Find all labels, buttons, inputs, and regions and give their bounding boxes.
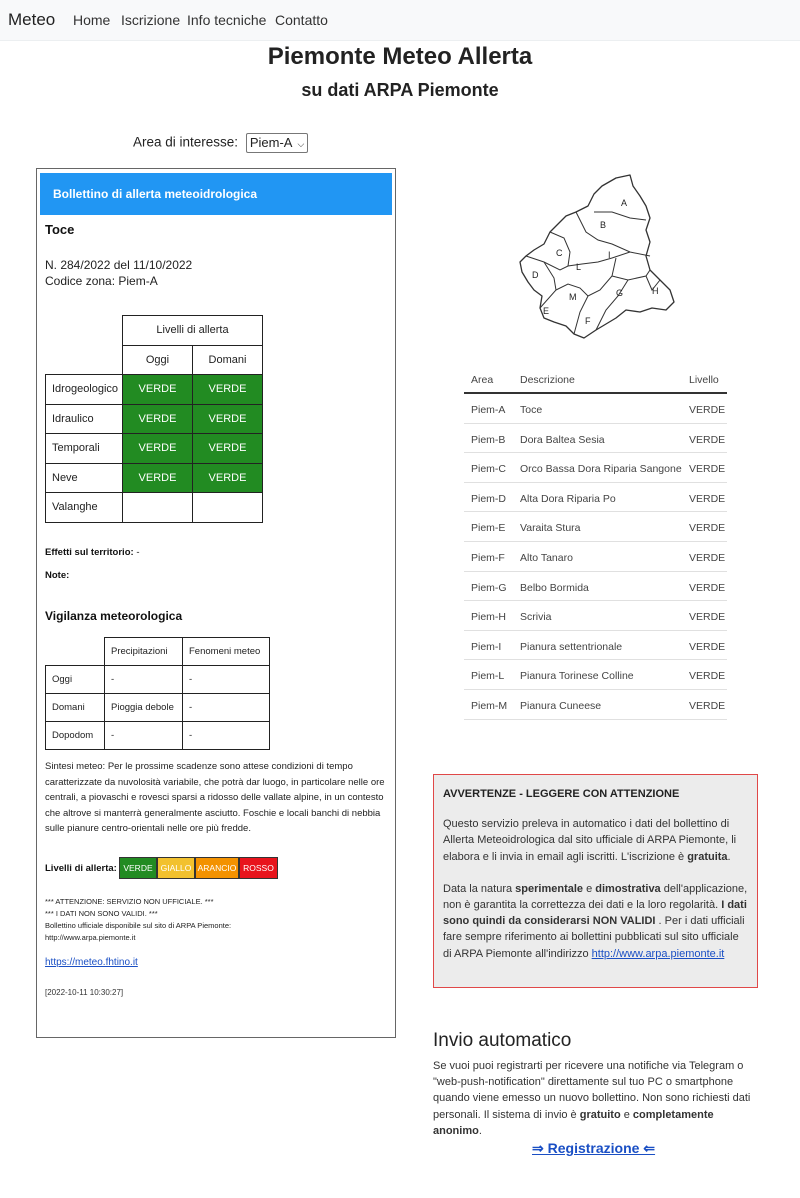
alert-cell-today: VERDE (123, 404, 193, 434)
area-code: Piem-L (471, 670, 505, 683)
alert-col-today: Oggi (123, 345, 193, 375)
area-desc: Alto Tanaro (520, 551, 573, 564)
notes-label: Note: (45, 570, 70, 581)
nav-link-info-tecniche[interactable]: Info tecniche (187, 12, 267, 28)
legend-rosso: ROSSO (239, 857, 278, 879)
area-select-value: Piem-A (249, 135, 293, 150)
invio-bold-2: completamente anonimo (433, 1108, 714, 1137)
vig-row (46, 694, 270, 722)
alert-row-label: Idraulico (46, 404, 123, 434)
area-desc: Dora Baltea Sesia (520, 433, 605, 446)
notice-p2-text-c: e (583, 882, 596, 895)
alert-row-label: Idrogeologico (46, 375, 123, 405)
alert-row-label: Neve (46, 463, 123, 493)
area-desc: Varaita Stura (520, 522, 581, 535)
areas-col-area: Area (471, 374, 494, 386)
arpa-link[interactable]: http://www.arpa.piemonte.it (591, 947, 725, 960)
notice-paragraph-2 (443, 881, 749, 962)
areas-col-desc: Descrizione (520, 374, 575, 386)
table-row (464, 453, 727, 483)
invio-text-3: . (478, 1124, 482, 1137)
nav-link-home[interactable]: Home (73, 12, 111, 28)
page-subtitle: su dati ARPA Piemonte (301, 80, 499, 100)
legend-arancio: ARANCIO (195, 857, 239, 879)
table-row (464, 601, 727, 631)
invio-text-2: e (620, 1108, 633, 1121)
vig-col-phen: Fenomeni meteo (183, 638, 270, 666)
alert-row-label: Valanghe (46, 493, 123, 523)
warning-line-3: Bollettino ufficiale disponibile sul sito di ARPA Piemonte: (45, 921, 232, 930)
area-desc: Pianura Cuneese (520, 699, 602, 712)
bulletin-header: Bollettino di allerta meteoidrologica (40, 173, 392, 215)
area-level: VERDE (689, 433, 726, 446)
navbar (0, 0, 800, 41)
warning-line-2: *** I DATI NON SONO VALIDI. *** (45, 909, 158, 918)
map-label-d: D (532, 270, 539, 280)
area-level: VERDE (689, 699, 726, 712)
vig-phen: - (183, 666, 270, 694)
map-label-i: I (608, 250, 611, 260)
areas-table (464, 364, 727, 720)
notice-p2-bold-f: I dati sono quindi da considerarsi NON VALIDI (443, 899, 747, 928)
area-desc: Pianura Torinese Colline (520, 670, 634, 683)
vigilance-table (45, 637, 270, 750)
table-row (464, 660, 727, 690)
map-label-a: A (621, 198, 628, 208)
alert-row (46, 493, 263, 523)
area-desc: Alta Dora Riparia Po (520, 492, 616, 505)
table-row (464, 631, 727, 661)
invio-bold-1: gratuito (579, 1108, 621, 1121)
notice-p1-bold: gratuita (687, 850, 728, 863)
bulletin-zone-code: Codice zona: Piem-A (45, 274, 158, 288)
page-title: Piemonte Meteo Allerta (267, 43, 533, 70)
area-code: Piem-F (471, 551, 505, 564)
bulletin-number: N. 284/2022 del 11/10/2022 (45, 258, 193, 272)
notice-box (433, 774, 758, 988)
warning-line-4: http://www.arpa.piemonte.it (45, 933, 136, 942)
invio-text-1: Se vuoi puoi registrarti per ricevere una notifiche via Telegram o "web-push-notification" direttamente sul tuo PC o smartphone quando viene emesso un nuovo bollettino. Non sono richiesti dati personali. Il sistema di invio è (433, 1060, 751, 1121)
alert-row (46, 404, 263, 434)
notice-p2-bold-d: dimostrativa (595, 882, 661, 895)
notice-p2-text-g: . Per i dati ufficiali fare sempre riferimento ai bollettini pubblicati sul sito ufficiale di ARPA Piemonte all'indirizzo (443, 915, 745, 960)
alert-row (46, 434, 263, 464)
area-level: VERDE (689, 463, 726, 476)
notice-title: AVVERTENZE - LEGGERE CON ATTENZIONE (443, 788, 680, 800)
vig-col-precip: Precipitazioni (105, 638, 183, 666)
table-row (464, 542, 727, 572)
alert-row (46, 463, 263, 493)
area-desc: Pianura settentrionale (520, 640, 623, 653)
area-level: VERDE (689, 492, 726, 505)
area-level: VERDE (689, 611, 726, 624)
area-level: VERDE (689, 640, 726, 653)
vig-precip: - (105, 666, 183, 694)
navbar-brand[interactable]: Meteo (8, 10, 56, 29)
vig-day: Oggi (46, 666, 105, 694)
area-selector-row (133, 133, 308, 153)
notice-p1-text: Questo servizio preleva in automatico i dati del bollettino di Allerta Meteoidrologica dal sito ufficiale di ARPA Piemonte, li elabora e li invia in email agli iscritti. L'iscrizione è (443, 818, 737, 863)
table-row (464, 690, 727, 720)
area-code: Piem-A (471, 404, 506, 416)
legend-giallo: GIALLO (157, 857, 195, 879)
areas-table-header (464, 364, 727, 394)
unofficial-warning (45, 896, 231, 944)
warning-line-1: *** ATTENZIONE: SERVIZIO NON UFFICIALE. *** (45, 897, 214, 906)
area-level: VERDE (689, 670, 726, 683)
map-label-b: B (600, 220, 607, 230)
bulletin-timestamp: [2022-10-11 10:30:27] (45, 988, 124, 997)
notice-p2-text-a: Data la natura (443, 882, 516, 895)
area-level: VERDE (689, 404, 726, 416)
area-select[interactable] (246, 133, 308, 153)
vig-day: Dopodom (46, 722, 105, 750)
table-row (464, 512, 727, 542)
alert-cell-today: VERDE (123, 434, 193, 464)
area-desc: Orco Bassa Dora Riparia Sangone (520, 463, 682, 476)
weather-synthesis: Sintesi meteo: Per le prossime scadenze sono attese condizioni di tempo caratterizzate da nuvolosità variabile, che potrà dar luogo, in particolare nelle ore centrali, a piovaschi e rovesci sparsi a ridosso delle vallate alpine, in un contesto che altrove si manterrà generalmente asciutto. Foschie e locali banchi di nebbia sulle pianure centro-orientali nelle ore più fredde. (45, 761, 385, 834)
vig-precip: - (105, 722, 183, 750)
area-level: VERDE (689, 581, 726, 594)
alert-cell-tomorrow: VERDE (193, 404, 263, 434)
map-label-h: H (652, 286, 659, 296)
alert-cell-today (123, 493, 193, 523)
map-label-l: L (576, 262, 582, 272)
vig-row (46, 666, 270, 694)
areas-col-level: Livello (689, 374, 719, 386)
alert-levels-table (45, 315, 263, 523)
alert-cell-tomorrow: VERDE (193, 375, 263, 405)
notice-p2-text-e: dell'applicazione, non è garantita la correttezza dei dati e la loro regolarità. (443, 882, 748, 912)
alert-row (46, 375, 263, 405)
effects-line (45, 547, 139, 558)
nav-link-contatto[interactable]: Contatto (275, 12, 328, 28)
vigilance-title: Vigilanza meteorologica (45, 609, 183, 623)
table-row (464, 424, 727, 454)
alert-cell-today: VERDE (123, 375, 193, 405)
alert-cell-today: VERDE (123, 463, 193, 493)
notice-p2-bold-b: sperimentale (515, 882, 584, 895)
map-label-c: C (556, 248, 563, 258)
map-label-m: M (569, 292, 577, 302)
area-desc: Belbo Bormida (520, 581, 589, 594)
area-desc: Scrivia (520, 611, 552, 624)
bulletin-panel (36, 168, 396, 1038)
area-code: Piem-G (471, 581, 507, 594)
area-level: VERDE (689, 522, 726, 535)
bulletin-area-name: Toce (45, 222, 75, 237)
area-level: VERDE (689, 551, 726, 564)
legend-verde: VERDE (119, 857, 157, 879)
alert-row-label: Temporali (46, 434, 123, 464)
area-code: Piem-I (471, 640, 502, 653)
site-link[interactable]: https://meteo.fhtino.it (45, 957, 138, 968)
nav-link-iscrizione[interactable]: Iscrizione (121, 12, 181, 28)
area-code: Piem-E (471, 522, 506, 535)
table-row (464, 572, 727, 602)
area-code: Piem-C (471, 463, 507, 476)
map-label-f: F (585, 316, 591, 326)
alert-cell-tomorrow: VERDE (193, 463, 263, 493)
chevron-down-icon: ⌵ (297, 139, 305, 149)
notice-paragraph-1 (443, 816, 749, 865)
area-code: Piem-M (471, 699, 508, 712)
vig-phen: - (183, 722, 270, 750)
alert-levels-header: Livelli di allerta (123, 316, 263, 346)
alert-cell-tomorrow: VERDE (193, 434, 263, 464)
area-code: Piem-B (471, 433, 506, 446)
area-code: Piem-D (471, 492, 507, 505)
area-select-label: Area di interesse: (133, 134, 239, 150)
vig-row (46, 722, 270, 750)
alert-col-tomorrow: Domani (193, 345, 263, 375)
notice-p1-end: . (727, 850, 731, 863)
table-row (464, 483, 727, 513)
effects-value: - (136, 547, 140, 558)
alert-cell-tomorrow (193, 493, 263, 523)
area-desc: Toce (520, 404, 543, 416)
legend-label: Livelli di allerta: (45, 863, 117, 874)
map-label-g: G (616, 288, 624, 298)
table-row (464, 394, 727, 424)
vig-day: Domani (46, 694, 105, 722)
invio-paragraph (433, 1058, 755, 1139)
effects-label: Effetti sul territorio: (45, 547, 134, 558)
map-label-e: E (543, 306, 550, 316)
invio-title: Invio automatico (433, 1030, 572, 1051)
piemonte-map (512, 172, 678, 344)
register-link[interactable]: ⇒ Registrazione ⇐ (532, 1140, 656, 1156)
vig-phen: - (183, 694, 270, 722)
area-code: Piem-H (471, 611, 507, 624)
vig-precip: Pioggia debole (105, 694, 183, 722)
